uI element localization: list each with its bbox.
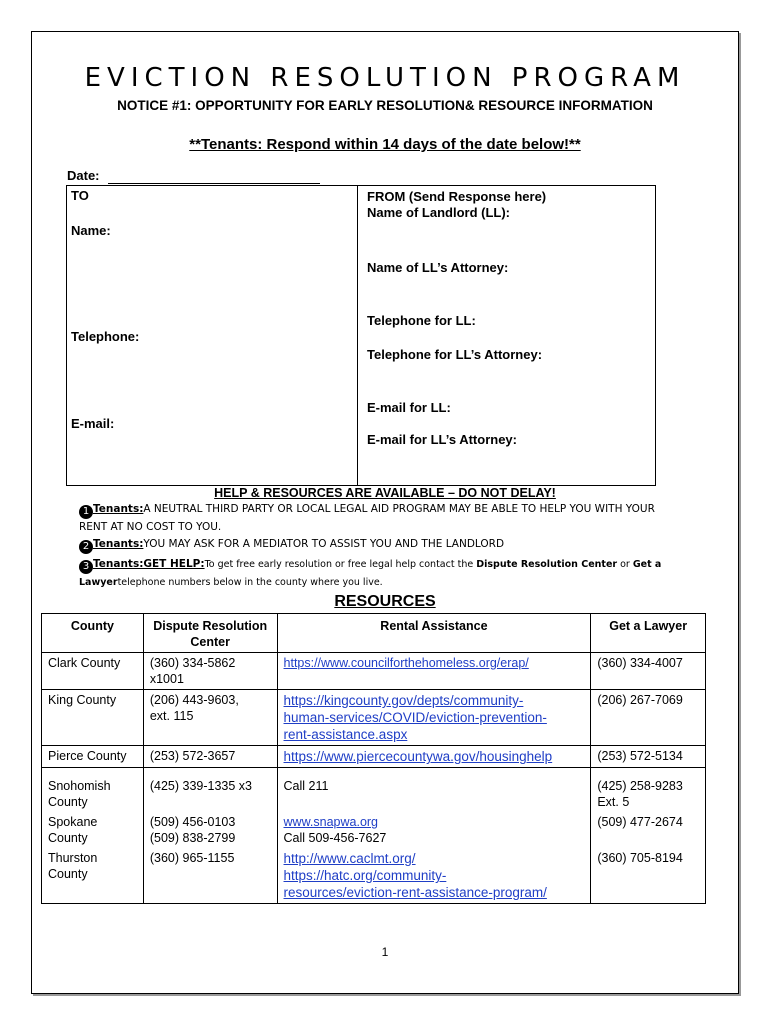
drc-phone: (360) 965-1155 (149, 851, 235, 865)
lawyer-phone: (206) 267-7069 (597, 693, 683, 707)
rental-cell (277, 768, 591, 813)
rental-cell (277, 653, 591, 690)
page-title: EVICTION RESOLUTION PROGRAM (84, 63, 686, 93)
rental-link[interactable]: https://www.councilforthehomeless.org/erap/ (283, 656, 529, 670)
drc-cell (143, 653, 277, 690)
county-cell: Spokane County (42, 812, 144, 848)
table-row (42, 653, 706, 690)
drc-phone: (425) 339-1335 x3 (149, 779, 252, 793)
rental-cell (277, 812, 591, 848)
help-heading: HELP & RESOURCES ARE AVAILABLE – DO NOT DELAY! (214, 486, 556, 500)
column-header-county: County (42, 614, 144, 653)
table-row (42, 848, 706, 904)
drc-phone: (360) 334-5862 (149, 656, 236, 670)
landlord-name-field[interactable]: Name of Landlord (LL): (367, 205, 510, 220)
help-item-3-or: or (617, 559, 633, 570)
to-from-box (66, 185, 656, 486)
table-row (42, 690, 706, 746)
lawyer-cell (591, 653, 706, 690)
column-header-drc: Dispute Resolution Center (143, 614, 277, 653)
help-item-2-text: YOU MAY ASK FOR A MEDIATOR TO ASSIST YOU AND THE LANDLORD (143, 538, 505, 550)
help-item-3-text-cont: telephone numbers below in the county where you live. (117, 577, 383, 588)
from-label: FROM (Send Response here) (367, 189, 547, 204)
lawyer-ext: Ext. 5 (597, 795, 630, 809)
drc-cell (143, 690, 277, 746)
drc-cell (143, 848, 277, 904)
page-number: 1 (381, 945, 389, 959)
ll-attorney-name-field[interactable]: Name of LL’s Attorney: (367, 260, 509, 275)
lawyer-phone: (253) 572-5134 (597, 749, 683, 763)
rental-text: Call 211 (283, 779, 329, 793)
county-cell: Pierce County (42, 746, 144, 768)
lawyer-cell (591, 690, 706, 746)
lawyer-phone: (509) 477-2674 (597, 815, 683, 829)
rental-link-cont[interactable]: rent-assistance.aspx (283, 727, 408, 742)
county-cell: King County (42, 690, 144, 746)
ll-attorney-email-field[interactable]: E-mail for LL’s Attorney: (367, 432, 517, 447)
county-cell: Snohomish County (42, 768, 144, 813)
drc-phone: (509) 456-0103 (149, 815, 236, 829)
to-from-divider (357, 185, 358, 485)
rental-link[interactable]: https://kingcounty.gov/depts/community- (283, 693, 524, 708)
drc-cell (143, 812, 277, 848)
help-item-1-text-cont: RENT AT NO COST TO YOU. (79, 521, 222, 533)
ll-telephone-field[interactable]: Telephone for LL: (367, 313, 476, 328)
lawyer-phone: (360) 334-4007 (597, 656, 683, 670)
help-item-3-key: Tenants:GET HELP: (93, 558, 205, 570)
date-field[interactable] (108, 183, 320, 184)
number-1-icon: 1 (79, 505, 93, 519)
help-item-2 (79, 536, 719, 554)
drc-cell (143, 768, 277, 813)
table-row (42, 746, 706, 768)
ll-email-field[interactable]: E-mail for LL: (367, 400, 451, 415)
drc-ext: x1001 (149, 672, 184, 686)
rental-link[interactable]: http://www.caclmt.org/ (283, 851, 416, 866)
rental-text: Call 509-456-7627 (283, 831, 387, 845)
table-header-row (42, 614, 706, 653)
date-label: Date: (67, 168, 100, 183)
help-item-3-drc: Dispute Resolution Center (476, 559, 618, 570)
help-item-1 (79, 501, 719, 536)
column-header-rental: Rental Assistance (277, 614, 591, 653)
rental-link[interactable]: https://hatc.org/community- (283, 868, 447, 883)
help-item-1-text: A NEUTRAL THIRD PARTY OR LOCAL LEGAL AID PROGRAM MAY BE ABLE TO HELP YOU WITH YOUR (143, 503, 655, 515)
rental-cell (277, 690, 591, 746)
resources-heading: RESOURCES (334, 593, 436, 610)
county-cell: Clark County (42, 653, 144, 690)
rental-link[interactable]: www.snapwa.org (283, 815, 379, 829)
help-item-3-lawyer: Lawyer (79, 577, 118, 588)
lawyer-phone: (360) 705-8194 (597, 851, 683, 865)
help-item-3 (79, 556, 719, 591)
table-row (42, 768, 706, 813)
lawyer-phone: (425) 258-9283 (597, 779, 683, 793)
drc-cell (143, 746, 277, 768)
number-2-icon: 2 (79, 540, 93, 554)
lawyer-cell (591, 812, 706, 848)
ll-attorney-telephone-field[interactable]: Telephone for LL’s Attorney: (367, 347, 543, 362)
tenant-name-field[interactable]: Name: (71, 223, 111, 238)
rental-link-cont[interactable]: resources/eviction-rent-assistance-program/ (283, 885, 547, 900)
help-item-3-text: To get free early resolution or free legal help contact the (204, 559, 477, 570)
respond-notice: **Tenants: Respond within 14 days of the date below!** (189, 136, 581, 153)
rental-cell (277, 746, 591, 768)
notice-subtitle: NOTICE #1: OPPORTUNITY FOR EARLY RESOLUTION& RESOURCE INFORMATION (117, 98, 653, 113)
rental-link-cont[interactable]: human-services/COVID/eviction-prevention- (283, 710, 547, 725)
drc-phone: (509) 838-2799 (149, 831, 236, 845)
drc-phone: (253) 572-3657 (149, 749, 236, 763)
lawyer-cell (591, 848, 706, 904)
tenant-telephone-field[interactable]: Telephone: (71, 329, 140, 344)
help-item-1-key: Tenants: (93, 503, 144, 515)
help-item-3-get-a: Get a (632, 559, 662, 570)
drc-ext: ext. 115 (149, 709, 194, 723)
lawyer-cell (591, 746, 706, 768)
tenant-email-field[interactable]: E-mail: (71, 416, 115, 431)
rental-link[interactable]: https://www.piercecountywa.gov/housinghelp (283, 749, 553, 764)
to-label: TO (71, 188, 89, 203)
lawyer-cell (591, 768, 706, 813)
table-row (42, 812, 706, 848)
number-3-icon: 3 (79, 560, 93, 574)
rental-cell (277, 848, 591, 904)
resources-table (41, 613, 706, 904)
column-header-lawyer: Get a Lawyer (591, 614, 706, 653)
county-cell: Thurston County (42, 848, 144, 904)
help-item-2-key: Tenants: (93, 538, 144, 550)
drc-phone: (206) 443-9603, (149, 693, 239, 707)
